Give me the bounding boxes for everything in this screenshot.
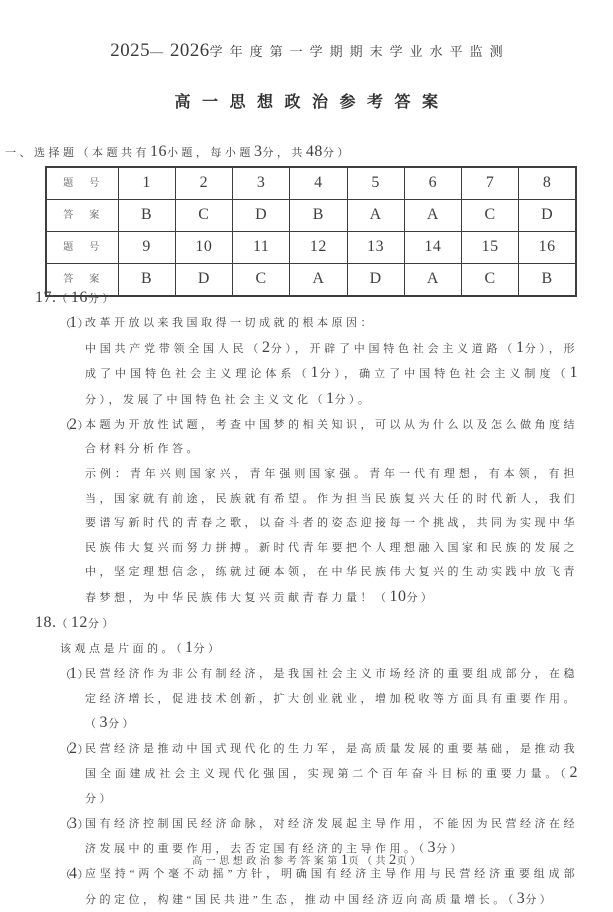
question-number-cell: 9 xyxy=(118,232,175,264)
q18-heading: 18.（12分） xyxy=(35,611,578,637)
q17-part2-analysis-line xyxy=(60,413,578,462)
table-row-question-numbers-2 xyxy=(46,232,576,264)
answer-cell: B xyxy=(118,200,175,232)
question-number-cell: 10 xyxy=(175,232,232,264)
question-number-cell: 15 xyxy=(462,232,519,264)
question-number-cell: 14 xyxy=(404,232,461,264)
q17-part1-answer: 中国共产党带领全国人民（2分），开辟了中国特色社会主义道路（1分），形成了中国特色社会主义理论体系（1分），确立了中国特色社会主义制度（1分），发展了中国特色社会主义文化（1分）。 xyxy=(85,336,578,413)
question-number-cell: 4 xyxy=(290,167,347,200)
q18-point-1 xyxy=(60,662,578,737)
answer-cell: C xyxy=(175,200,232,232)
q18-point-4-text: 应坚持“两个毫不动摇”方针，明确国有经济主导作用与民营经济重要组成部分的定位，构建“国民共进”生态，推动中国经济迈向高质量增长。（3分） xyxy=(85,868,578,906)
question-number-cell: 12 xyxy=(290,232,347,264)
q17-heading: 17.（16分） xyxy=(35,286,578,312)
answer-cell: A xyxy=(404,200,461,232)
question-number-cell: 7 xyxy=(462,167,519,200)
q18-verdict: 该观点是片面的。（1分） xyxy=(60,636,578,662)
q17-part1-intro-line xyxy=(60,311,578,336)
answer-cell: D xyxy=(175,264,232,297)
question-number-cell: 13 xyxy=(347,232,404,264)
mcq-section-heading: 一、选择题（本题共有16小题，每小题3分，共48分） xyxy=(5,141,352,164)
answer-cell: D xyxy=(233,200,290,232)
q17-part2-sample-answer: 示例：青年兴则国家兴，青年强则国家强。青年一代有理想，有本领，有担当，国家就有前途，民族就有希望。作为担当民族复兴大任的时代新人，我们要谱写新时代的青春之歌，以奋斗者的姿态迎接每一个挑战，共同为实现中华民族伟大复兴而努力拼搏。新时代青年要把个人理想融入国家和民族的发展之中，坚定理想信念，练就过硬本领，在中华民族伟大复兴的生动实践中放飞青春梦想，为中华民族伟大复兴贡献青春力量！（10分） xyxy=(85,462,578,611)
answer-cell: B xyxy=(118,264,175,297)
answer-cell: B xyxy=(290,200,347,232)
answer-cell: C xyxy=(462,200,519,232)
question-number-cell: 3 xyxy=(233,167,290,200)
page-title: 高一思想政治参考答案 xyxy=(0,90,613,116)
answer-cell: B xyxy=(519,264,576,297)
table-row-answers-1 xyxy=(46,200,576,232)
q18-point-3-label: （3） xyxy=(60,812,86,838)
free-response-section xyxy=(35,286,578,912)
row-header: 题号 xyxy=(46,232,118,264)
q18-point-2-label: （2） xyxy=(60,737,86,763)
question-number-cell: 5 xyxy=(347,167,404,200)
answer-cell: D xyxy=(347,264,404,297)
q17-part2-analysis: 本题为开放性试题，考查中国梦的相关知识，可以从为什么以及怎么做角度结合材料分析作答。 xyxy=(85,419,578,456)
answer-cell: C xyxy=(233,264,290,297)
page-footer: 高一思想政治参考答案第1页（共2页） xyxy=(0,848,613,874)
q18-point-1-text: 民营经济作为非公有制经济，是我国社会主义市场经济的重要组成部分，在稳定经济增长，促进技术创新，扩大创业就业，增加税收等方面具有重要作用。（3分） xyxy=(85,668,578,730)
question-number-cell: 6 xyxy=(404,167,461,200)
q17-part2-label: （2） xyxy=(60,413,86,439)
q18-point-1-label: （1） xyxy=(60,662,86,688)
question-number-cell: 16 xyxy=(519,232,576,264)
question-number-cell: 1 xyxy=(118,167,175,200)
q18-point-4-label: （4） xyxy=(60,862,86,888)
answer-cell: D xyxy=(519,200,576,232)
q17-part1-label: （1） xyxy=(60,311,86,337)
answer-cell: C xyxy=(462,264,519,297)
row-header: 答案 xyxy=(46,264,118,297)
question-number-cell: 11 xyxy=(233,232,290,264)
answer-cell: A xyxy=(290,264,347,297)
question-number-cell: 2 xyxy=(175,167,232,200)
row-header: 题号 xyxy=(46,167,118,200)
q18-point-2-text: 民营经济是推动中国式现代化的生力军，是高质量发展的重要基础，是推动我国全面建成社会主义现代化强国，实现第二个百年奋斗目标的重要力量。（2分） xyxy=(85,743,578,805)
table-row-question-numbers-1 xyxy=(46,167,576,200)
q18-point-3-text: 国有经济控制国民经济命脉，对经济发展起主导作用，不能因为民营经济在经济发展中的重要作用，去否定国有经济的主导作用。（3分） xyxy=(85,818,578,856)
answer-cell: A xyxy=(347,200,404,232)
answer-table xyxy=(45,166,577,297)
exam-session-heading: 2025—2026学年度第一学期期末学业水平监测 xyxy=(0,34,613,69)
answer-cell: A xyxy=(404,264,461,297)
row-header: 答案 xyxy=(46,200,118,232)
question-number-cell: 8 xyxy=(519,167,576,200)
q17-part1-intro: 改革开放以来我国取得一切成就的根本原因： xyxy=(85,317,375,329)
q18-point-2 xyxy=(60,737,578,812)
